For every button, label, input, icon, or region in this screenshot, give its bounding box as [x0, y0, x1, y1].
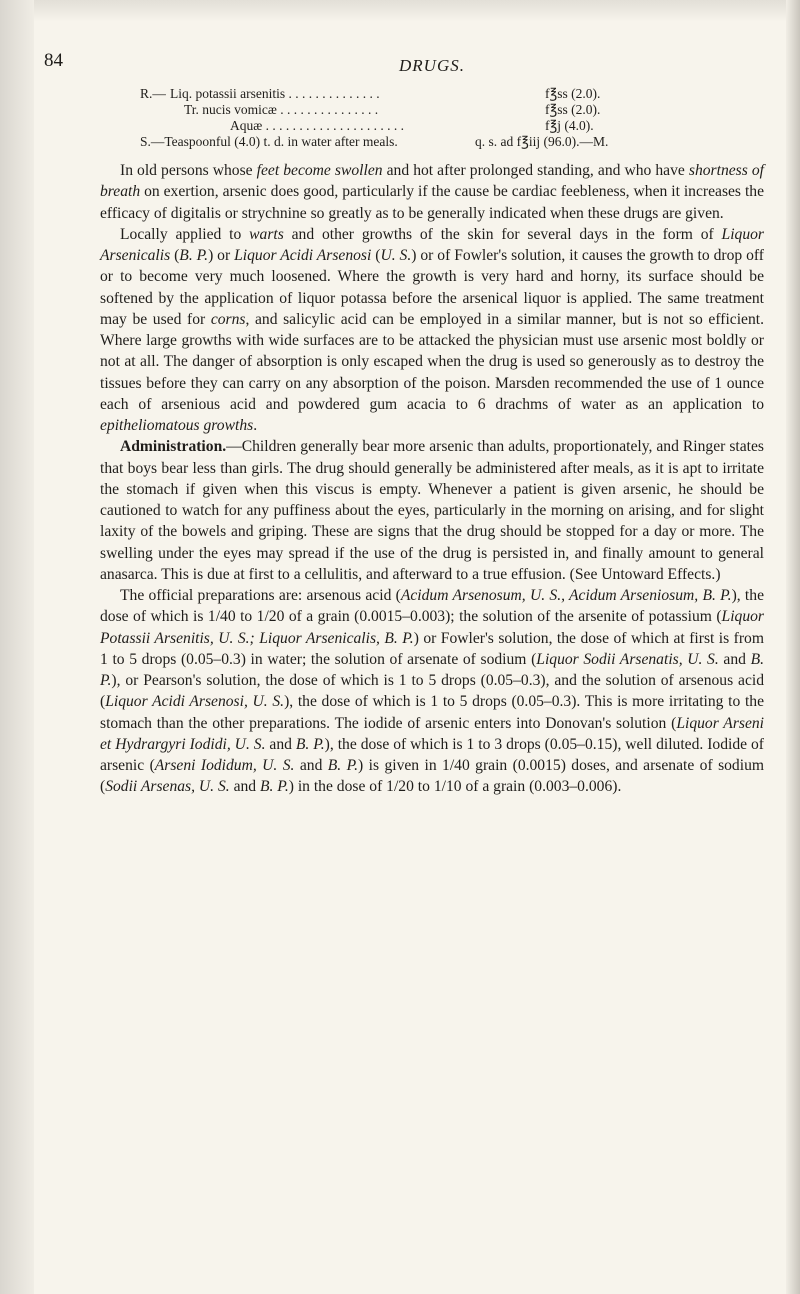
prescription-line — [140, 118, 700, 134]
section-lead: Administration. — [120, 438, 227, 456]
ingredient-amount: f℥ss (2.0). — [545, 102, 601, 117]
paragraph-official-preparations: The official preparations are: arsenous acid (Acidum Arsenosum, U. S., Acidum Arseniosum, B. P.), the dose of which is 1/40 to 1/20 of a grain (0.0015–0.003); the solution of the arsenite of potassium (Liquor Potassii Arsenitis, U. S.; Liquor Arsenicalis, B. P.) or Fowler's solution, the dose of which at first is from 1 to 5 drops (0.05–0.3) in water; the solution of arsenate of sodium (Liquor Sodii Arsenatis, U. S. and B. P.), or Pearson's solution, the dose of which is 1 to 5 drops (0.05–0.3), and the solution of arsenous acid (Liquor Acidi Arsenosi, U. S.), the dose of which is 1 to 5 drops (0.05–0.3). This is more irritating to the stomach than the other preparations. The iodide of arsenic enters into Donovan's solution (Liquor Arseni et Hydrargyri Iodidi, U. S. and B. P.), the dose of which is 1 to 3 drops (0.05–0.15), well diluted. Iodide of arsenic (Arseni Iodidum, U. S. and B. P.) is given in 1/40 grain (0.0015) doses, and arsenate of sodium (Sodii Arsenas, U. S. and B. P.) in the dose of 1/20 to 1/10 of a grain (0.003–0.006). — [100, 587, 765, 796]
page-top-shadow — [0, 0, 800, 22]
body-text — [100, 160, 764, 798]
prescription-line — [140, 102, 700, 118]
ingredient-name: Liq. potassii arsenitis . . . . . . . . . . . . . . — [170, 86, 380, 101]
paragraph-heart-indications: In old persons whose feet become swollen and hot after prolonged standing, and who have shortness of breath on exertion, arsenic does good, particularly if the cause be cardiac feebleness, when it increases the efficacy of digitalis or strychnine so greatly as to be generally indicated when these drugs are given. — [100, 162, 764, 222]
prescription-quantity: q. s. ad f℥iij (96.0).—M. — [475, 134, 609, 149]
prescription-block — [140, 86, 700, 150]
ingredient-name: Tr. nucis vomicæ . . . . . . . . . . . . . . . — [184, 102, 379, 117]
ingredient-amount: f℥ss (2.0). — [545, 86, 601, 101]
paragraph-administration: Administration.—Children generally bear more arsenic than adults, proportionately, and Ringer states that boys bear less than girls. The drug should generally be administered after meals, as it is apt to irritate the stomach if given when this viscus is empty. Whenever a patient is given arsenic, he should be cautioned to watch for any puffiness about the eyes, particularly in the morning on arising, and for slight laxity of the bowels and griping. These are signs that the drug should be stopped for a day or more. The swelling under the eyes may spread if the use of the drug is persisted in, and finally amount to general anasarca. This is due at first to a cellulitis, and afterward to a true effusion. (See Untoward Effects.) — [100, 438, 764, 583]
ingredient-amount: f℥j (4.0). — [545, 118, 594, 133]
prescription-signa: S.—Teaspoonful (4.0) t. d. in water after meals. — [140, 134, 398, 149]
page-left-margin-shadow — [0, 0, 34, 1294]
book-page — [44, 42, 765, 1282]
prescription-signa-line — [140, 134, 700, 150]
rx-label: R.— — [140, 86, 166, 101]
page-number: 84 — [44, 50, 63, 71]
paragraph-local-use: Locally applied to warts and other growths of the skin for several days in the form of Liquor Arsenicalis (B. P.) or Liquor Acidi Arsenosi (U. S.) or of Fowler's solution, it causes the growth to drop off or to become very much loosened. Where the growth is very hard and horny, its surface should be softened by the application of liquor potassa before the arsenical liquor is applied. The same treatment may be used for corns, and salicylic acid can be employed in a similar manner, but is not so efficient. Where large growths with wide surfaces are to be attacked the physician must use arsenic most boldly or not at all. The danger of absorption is only escaped when the drug is used so generously as to destroy the tissues before they can carry on any absorption of the poison. Marsden recommended the use of 1 ounce each of arsenious acid and powdered gum acacia to 6 drachms of water as an application to epitheliomatous growths. — [100, 225, 764, 434]
running-head: DRUGS. — [399, 56, 465, 75]
ingredient-name: Aquæ . . . . . . . . . . . . . . . . . . . . . — [230, 118, 405, 133]
prescription-line — [140, 86, 700, 102]
page-right-margin-shadow — [786, 0, 800, 1294]
